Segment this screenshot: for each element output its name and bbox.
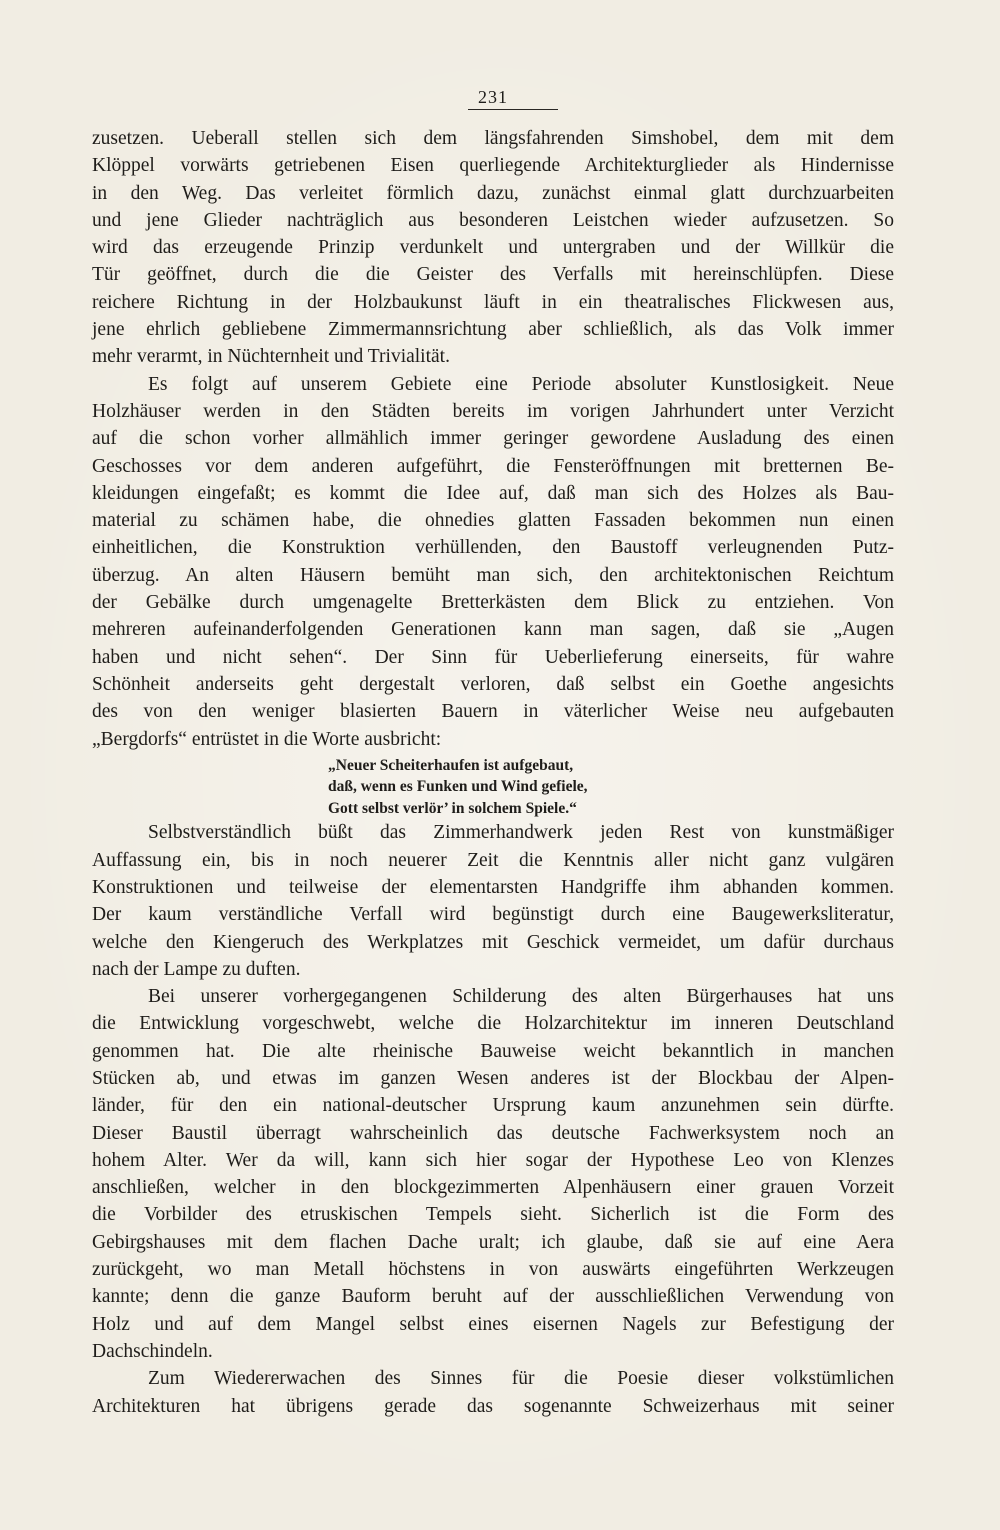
text-line: die Entwicklung vorgeschwebt, welche die Holzarchitektur im inneren Deutschland xyxy=(92,1013,894,1035)
text-line: wird das erzeugende Prinzip verdunkelt und untergraben und der Willkür die xyxy=(92,237,894,259)
text-line: Der kaum verständliche Verfall wird begünstigt durch eine Baugewerksliteratur, xyxy=(92,904,894,926)
text-line: Dachschindeln. xyxy=(92,1340,213,1362)
text-line: Holz und auf dem Mangel selbst eines eisernen Nagels zur Befestigung der xyxy=(92,1313,894,1335)
text-line: jene ehrlich gebliebene Zimmermannsrichtung aber schließlich, als das Volk immer xyxy=(92,319,894,341)
text-line: hohem Alter. Wer da will, kann sich hier sogar der Hypothese Leo von Klenzes xyxy=(92,1149,894,1171)
text-line: die Vorbilder des etruskischen Tempels sieht. Sicherlich ist die Form des xyxy=(92,1204,894,1226)
text-line: material zu schämen habe, die ohnedies glatten Fassaden bekommen nun einen xyxy=(92,510,894,532)
text-line: Tür geöffnet, durch die die Geister des Verfalls mit hereinschlüpfen. Diese xyxy=(92,264,894,286)
text-line: Architekturen hat übrigens gerade das sogenannte Schweizerhaus mit seiner xyxy=(92,1395,894,1417)
text-line: überzug. An alten Häusern bemüht man sich, den architektonischen Reichtum xyxy=(92,564,894,586)
text-line: des von den weniger blasierten Bauern in väterlicher Weise neu aufgebauten xyxy=(92,701,894,723)
page-body xyxy=(92,125,894,1420)
text-line: Es folgt auf unserem Gebiete eine Periode absoluter Kunstlosigkeit. Neue xyxy=(148,373,894,395)
text-line: zurückgeht, wo man Metall höchstens in von auswärts eingeführten Werkzeugen xyxy=(92,1259,894,1281)
text-line: kleidungen eingefaßt; es kommt die Idee auf, daß man sich des Holzes als Bau- xyxy=(92,482,894,504)
paragraph-2 xyxy=(92,371,894,753)
text-line: der Gebälke durch umgenagelte Bretterkästen dem Blick zu entziehen. Von xyxy=(92,592,894,614)
text-line: anschließen, welcher in den blockgezimmerten Alpenhäusern einer grauen Vorzeit xyxy=(92,1177,894,1199)
text-line: haben und nicht sehen“. Der Sinn für Ueberlieferung einerseits, für wahre xyxy=(92,646,894,668)
text-line: Geschosses vor dem anderen aufgeführt, die Fensteröffnungen mit bretternen Be- xyxy=(92,455,894,477)
text-line: und jene Glieder nachträglich aus besonderen Leistchen wieder aufzusetzen. So xyxy=(92,209,894,231)
paragraph-1 xyxy=(92,125,894,371)
text-line: in den Weg. Das verleitet förmlich dazu, zunächst einmal glatt durchzuarbeiten xyxy=(92,182,894,204)
quote-line: daß, wenn es Funken und Wind gefiele, xyxy=(328,778,588,796)
text-line: Schönheit anderseits geht dergestalt verloren, daß selbst ein Goethe angesichts xyxy=(92,673,894,695)
text-line: Gebirgshauses mit dem flachen Dache uralt; ich glaube, daß sie auf eine Aera xyxy=(92,1231,894,1253)
text-line: nach der Lampe zu duften. xyxy=(92,958,301,980)
quote-line: „Neuer Scheiterhaufen ist aufgebaut, xyxy=(328,756,574,774)
text-line: Stücken ab, und etwas im ganzen Wesen anderes ist der Blockbau der Alpen- xyxy=(92,1068,894,1089)
text-line: Zum Wiedererwachen des Sinnes für die Poesie dieser volkstümlichen xyxy=(148,1368,894,1390)
text-line: reichere Richtung in der Holzbaukunst läuft in ein theatralisches Flickwesen aus, xyxy=(92,291,894,313)
text-line: zusetzen. Ueberall stellen sich dem längsfahrenden Simshobel, dem mit dem xyxy=(92,128,894,149)
text-line: mehr verarmt, in Nüchternheit und Trivialität. xyxy=(92,346,450,368)
quote-line: Gott selbst verlör’ in solchem Spiele.“ xyxy=(328,799,577,817)
page-number: 231 xyxy=(468,88,558,110)
text-line: länder, für den ein national-deutscher Ursprung kaum anzunehmen sein dürfte. xyxy=(92,1095,894,1117)
text-line: Selbstverständlich büßt das Zimmerhandwerk jeden Rest von kunstmäßiger xyxy=(148,822,894,844)
text-line: Holzhäuser werden in den Städten bereits im vorigen Jahrhundert unter Verzicht xyxy=(92,400,894,422)
text-line: Auffassung ein, bis in noch neuerer Zeit die Kenntnis aller nicht ganz vulgären xyxy=(92,849,894,871)
text-line: Konstruktionen und teilweise der elementarsten Handgriffe ihm abhanden kommen. xyxy=(92,876,894,898)
text-line: kannte; denn die ganze Bauform beruht auf der ausschließlichen Verwendung von xyxy=(92,1286,894,1308)
text-line: mehreren aufeinanderfolgenden Generationen kann man sagen, daß sie „Augen xyxy=(92,619,894,641)
text-line: genommen hat. Die alte rheinische Bauweise weicht bekanntlich in manchen xyxy=(92,1040,894,1062)
text-line: Bei unserer vorhergegangenen Schilderung des alten Bürgerhauses hat uns xyxy=(148,986,894,1008)
text-line: einheitlichen, die Konstruktion verhüllenden, den Baustoff verleugnenden Putz- xyxy=(92,537,894,559)
text-line: Klöppel vorwärts getriebenen Eisen querliegende Architekturglieder als Hindernisse xyxy=(92,155,894,177)
text-line: „Bergdorfs“ entrüstet in die Worte ausbricht: xyxy=(92,728,442,750)
paragraph-4 xyxy=(92,983,894,1365)
text-line: welche den Kiengeruch des Werkplatzes mit Geschick vermeidet, um dafür durchaus xyxy=(92,931,894,953)
goethe-quote xyxy=(328,755,894,820)
paragraph-3 xyxy=(92,819,894,983)
text-line: auf die schon vorher allmählich immer geringer gewordene Ausladung des einen xyxy=(92,428,894,450)
text-line: Dieser Baustil überragt wahrscheinlich das deutsche Fachwerksystem noch an xyxy=(92,1122,894,1144)
paragraph-5 xyxy=(92,1365,894,1420)
